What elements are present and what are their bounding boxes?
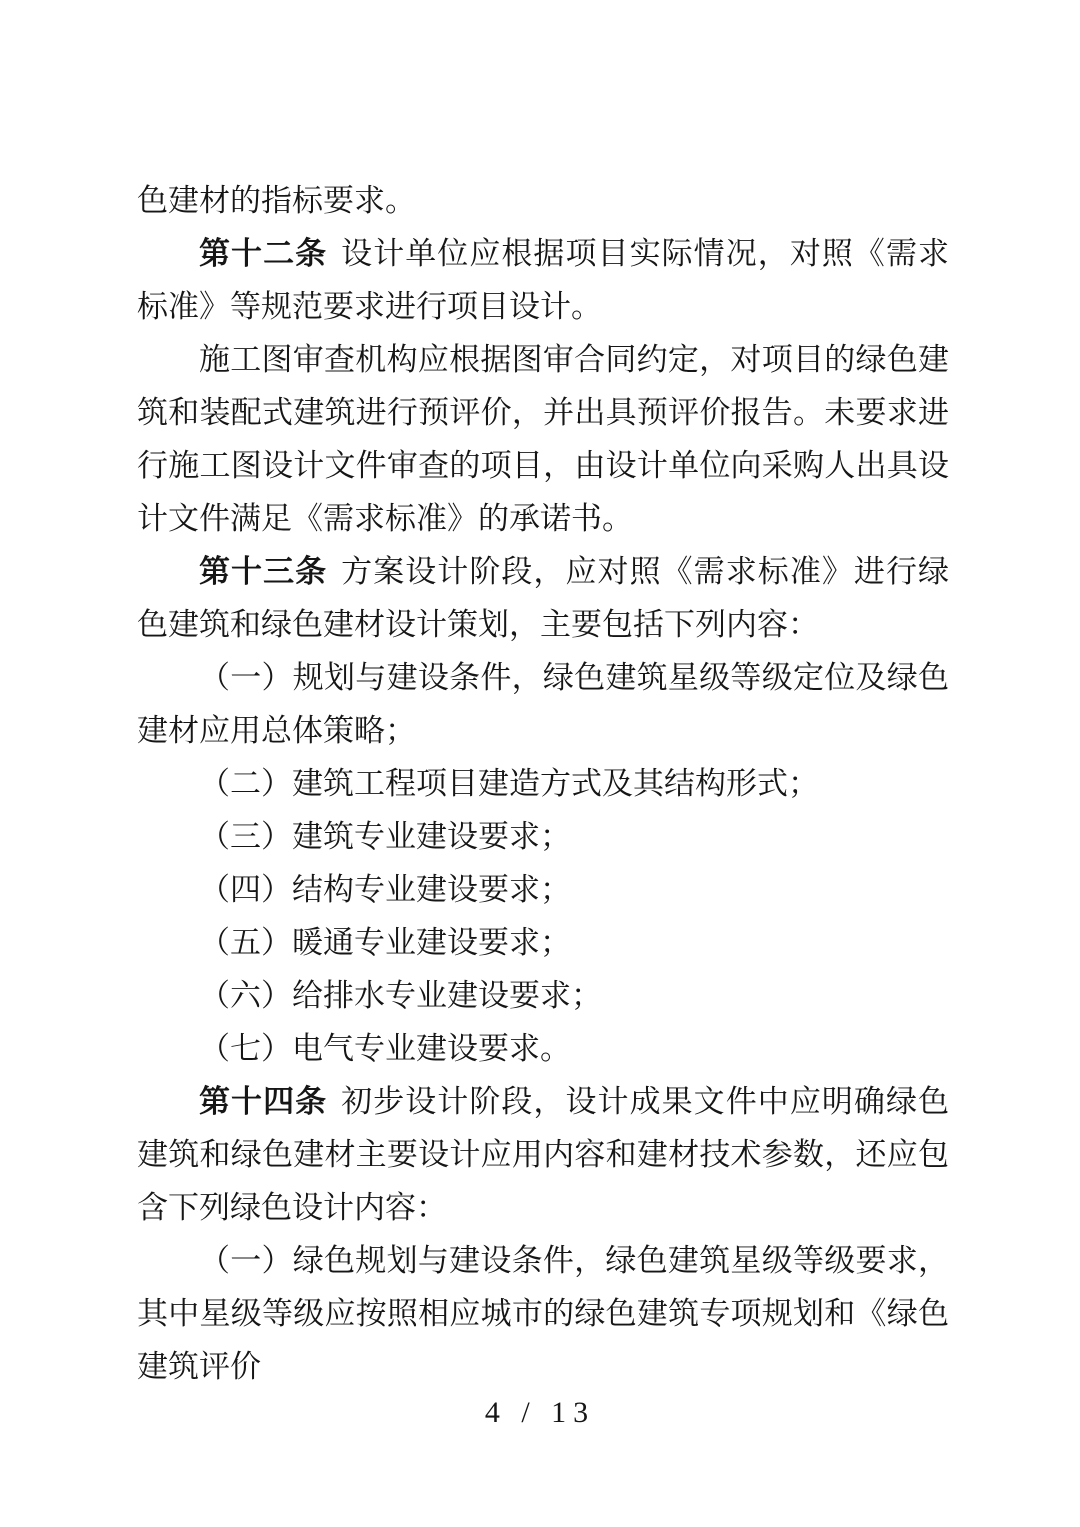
- list-item-5: （五）暖通专业建设要求；: [199, 925, 571, 960]
- article-number: 第十四条: [199, 1084, 328, 1119]
- list-item-6: （六）给排水专业建设要求；: [199, 978, 602, 1013]
- body-paragraph: 施工图审查机构应根据图审合同约定，对项目的绿色建筑和装配式建筑进行预评价，并出具预评价报告。未要求进行施工图设计文件审查的项目，由设计单位向采购人出具设计文件满足《需求标准》的承诺书。: [137, 342, 949, 536]
- article-number: 第十二条: [199, 236, 328, 271]
- list-item-8: （一）绿色规划与建设条件，绿色建筑星级等级要求，其中星级等级应按照相应城市的绿色建筑专项规划和《绿色建筑评价: [137, 1243, 949, 1384]
- document-body: [137, 174, 949, 1393]
- list-item-3: （三）建筑专业建设要求；: [199, 819, 571, 854]
- list-item-7: （七）电气专业建设要求。: [199, 1031, 571, 1066]
- article-text: 方案设计阶段，应对照《需求标准》进行绿色建筑和绿色建材设计策划，主要包括下列内容：: [137, 554, 950, 642]
- list-item-4: （四）结构专业建设要求；: [199, 872, 571, 907]
- list-item-2: （二）建筑工程项目建造方式及其结构形式；: [199, 766, 819, 801]
- article-paragraph-13: [137, 545, 949, 651]
- article-paragraph-14: [137, 1075, 949, 1234]
- article-number: 第十三条: [199, 554, 328, 589]
- page-number: 4 / 13: [484, 1396, 596, 1429]
- paragraph-continuation: 色建材的指标要求。: [137, 183, 416, 218]
- article-text: 设计单位应根据项目实际情况，对照《需求标准》等规范要求进行项目设计。: [137, 236, 950, 324]
- article-text: 初步设计阶段，设计成果文件中应明确绿色建筑和绿色建材主要设计应用内容和建材技术参数，还应包含下列绿色设计内容：: [137, 1084, 950, 1225]
- article-paragraph-12: [137, 227, 949, 333]
- list-item-1: （一）规划与建设条件，绿色建筑星级等级定位及绿色建材应用总体策略；: [137, 660, 949, 748]
